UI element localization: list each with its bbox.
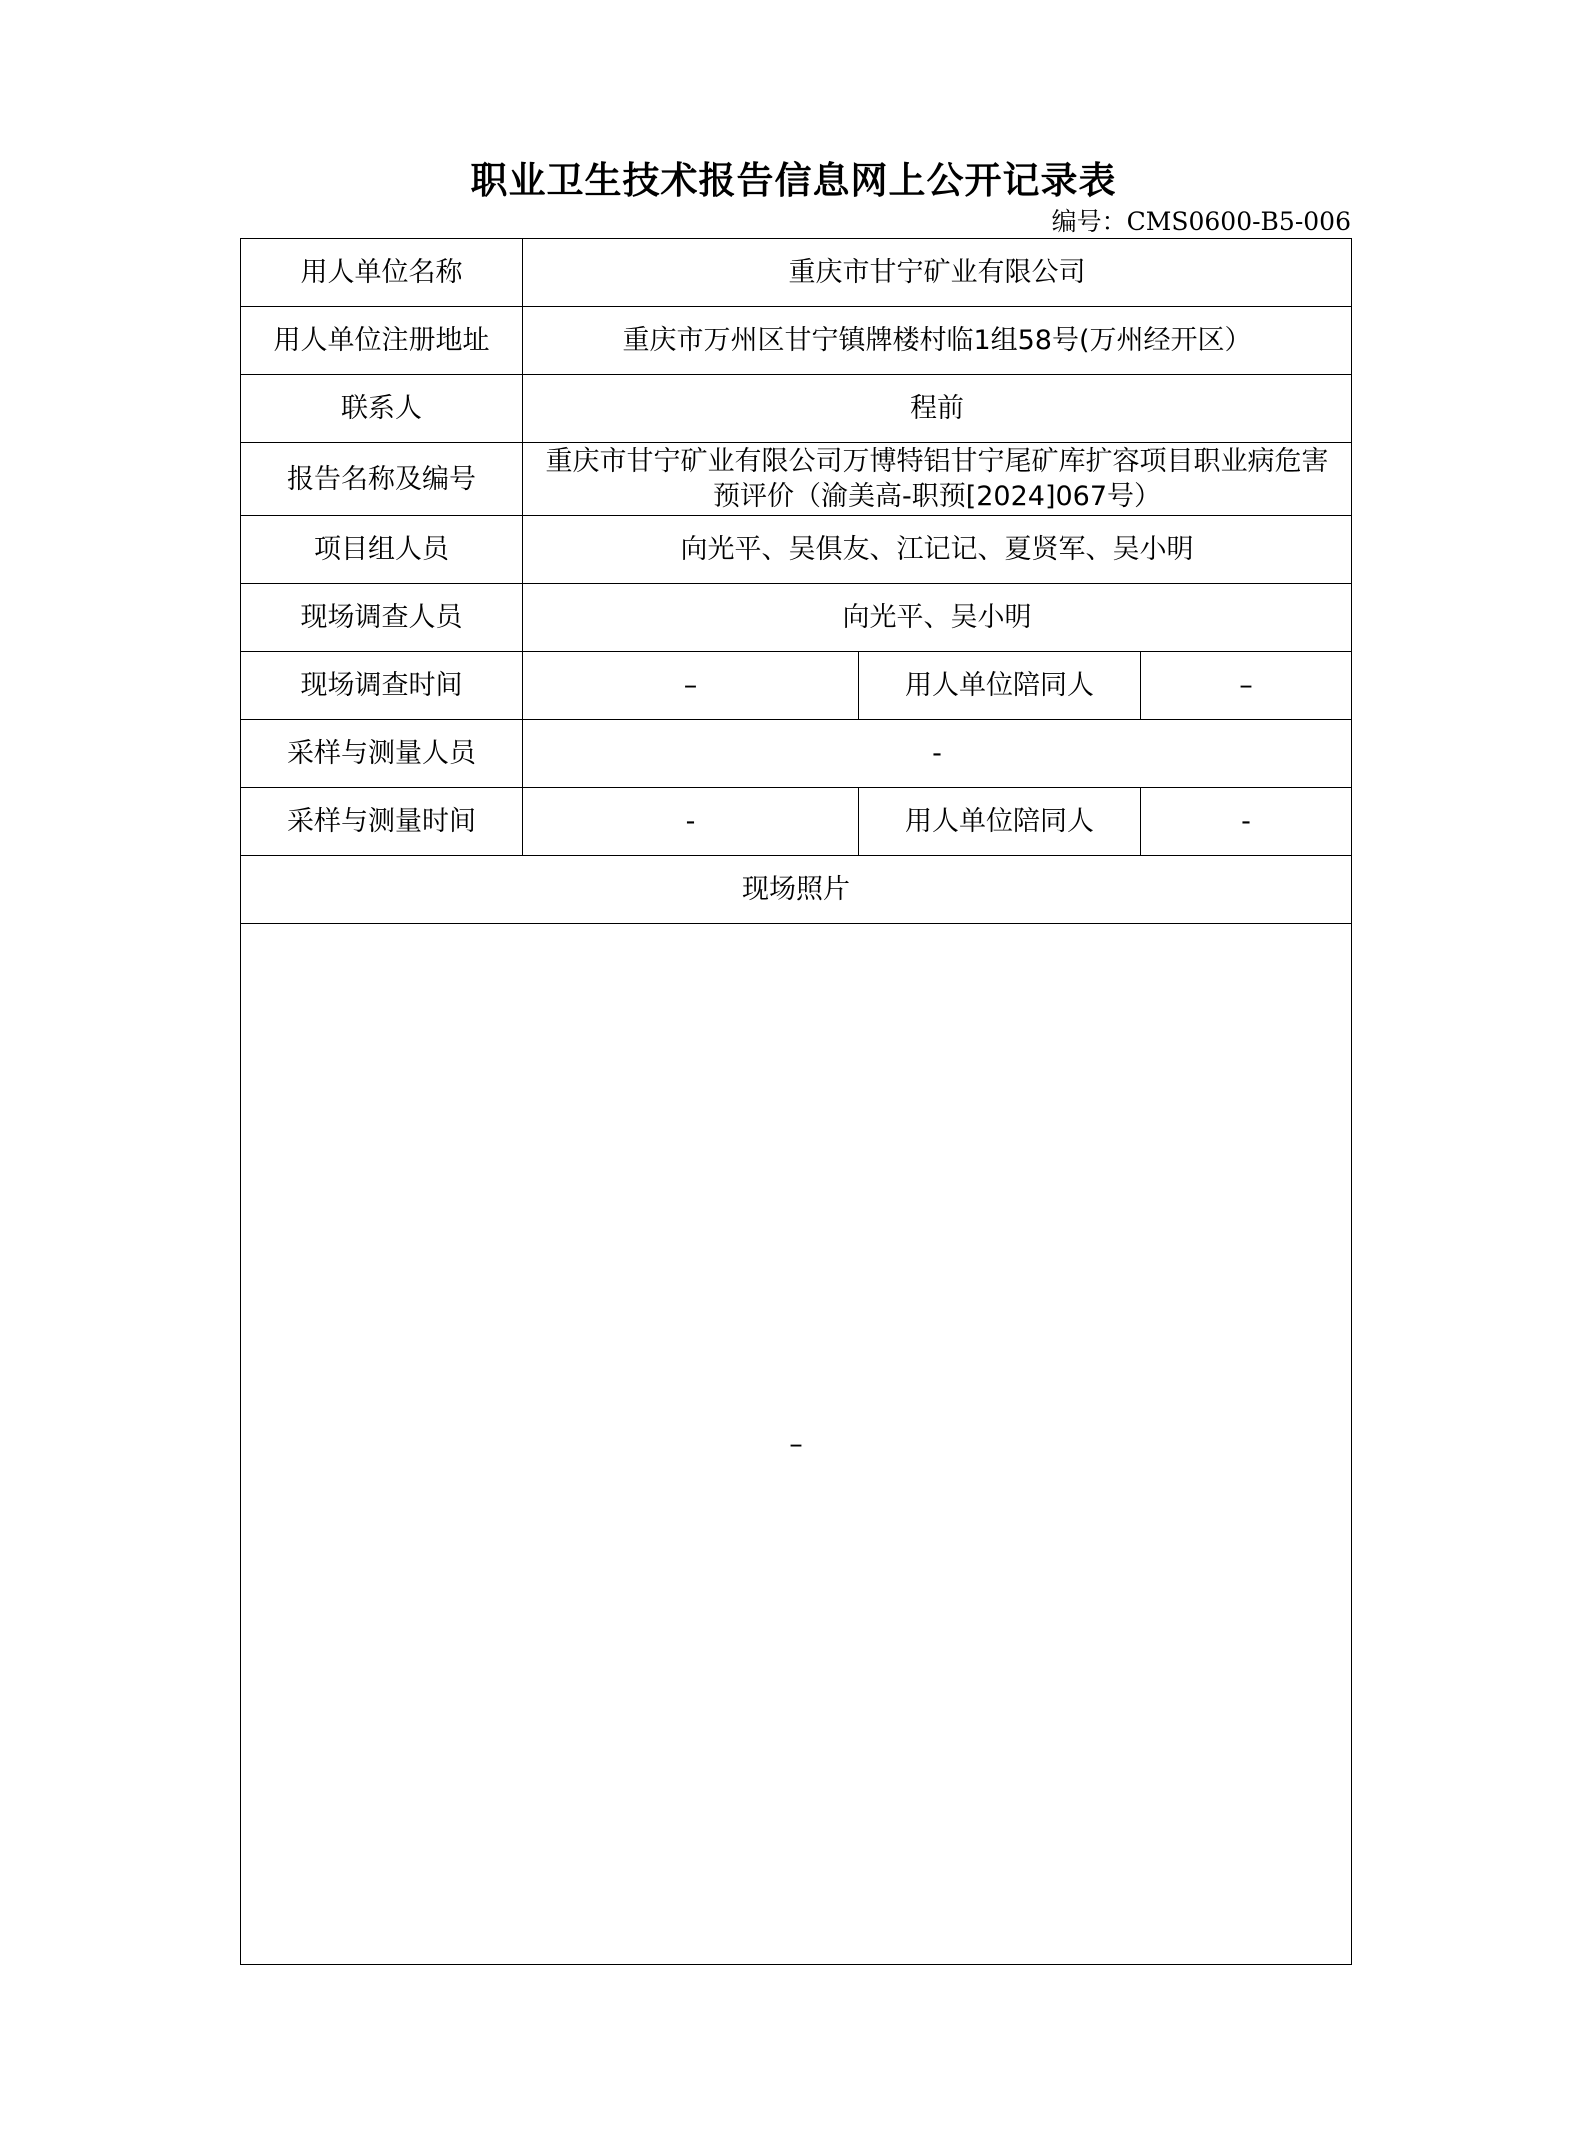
row-employer-address <box>241 307 1352 375</box>
row-report <box>241 443 1352 516</box>
contact-value: 程前 <box>523 375 1352 443</box>
employer-address-label: 用人单位注册地址 <box>241 307 523 375</box>
sampling-time-value: - <box>523 788 859 856</box>
survey-staff-label: 现场调查人员 <box>241 584 523 652</box>
survey-time-value: – <box>523 652 859 720</box>
sampling-time-label: 采样与测量时间 <box>241 788 523 856</box>
row-contact <box>241 375 1352 443</box>
row-photos-header <box>241 856 1352 924</box>
document-code-value: CMS0600-B5-006 <box>1126 207 1351 236</box>
document-code-label: 编号： <box>1051 207 1127 236</box>
sampling-staff-value: - <box>523 720 1352 788</box>
sampling-companion-label: 用人单位陪同人 <box>859 788 1141 856</box>
document-title: 职业卫生技术报告信息网上公开记录表 <box>470 158 1117 202</box>
report-value-line1: 重庆市甘宁矿业有限公司万博特铝甘宁尾矿库扩容项目职业病危害 <box>545 446 1329 477</box>
survey-companion-label: 用人单位陪同人 <box>859 652 1141 720</box>
photos-label: 现场照片 <box>241 856 1352 924</box>
survey-staff-value: 向光平、吴小明 <box>523 584 1352 652</box>
survey-time-label: 现场调查时间 <box>241 652 523 720</box>
record-table <box>240 238 1352 1965</box>
photos-value: – <box>241 924 1352 1965</box>
report-value-line2: 预评价（渝美高-职预[2024]067号） <box>712 481 1162 512</box>
employer-address-value: 重庆市万州区甘宁镇牌楼村临1组58号(万州经开区） <box>523 307 1352 375</box>
report-value <box>523 443 1352 516</box>
report-label: 报告名称及编号 <box>241 443 523 516</box>
row-sampling-staff <box>241 720 1352 788</box>
row-survey-time <box>241 652 1352 720</box>
project-team-value: 向光平、吴俱友、江记记、夏贤军、吴小明 <box>523 516 1352 584</box>
sampling-staff-label: 采样与测量人员 <box>241 720 523 788</box>
row-photos-area <box>241 924 1352 1965</box>
employer-name-value: 重庆市甘宁矿业有限公司 <box>523 239 1352 307</box>
sampling-companion-value: - <box>1141 788 1352 856</box>
row-employer-name <box>241 239 1352 307</box>
employer-name-label: 用人单位名称 <box>241 239 523 307</box>
document-code <box>1052 202 1351 238</box>
row-project-team <box>241 516 1352 584</box>
contact-label: 联系人 <box>241 375 523 443</box>
row-sampling-time <box>241 788 1352 856</box>
row-survey-staff <box>241 584 1352 652</box>
project-team-label: 项目组人员 <box>241 516 523 584</box>
survey-companion-value: – <box>1141 652 1352 720</box>
